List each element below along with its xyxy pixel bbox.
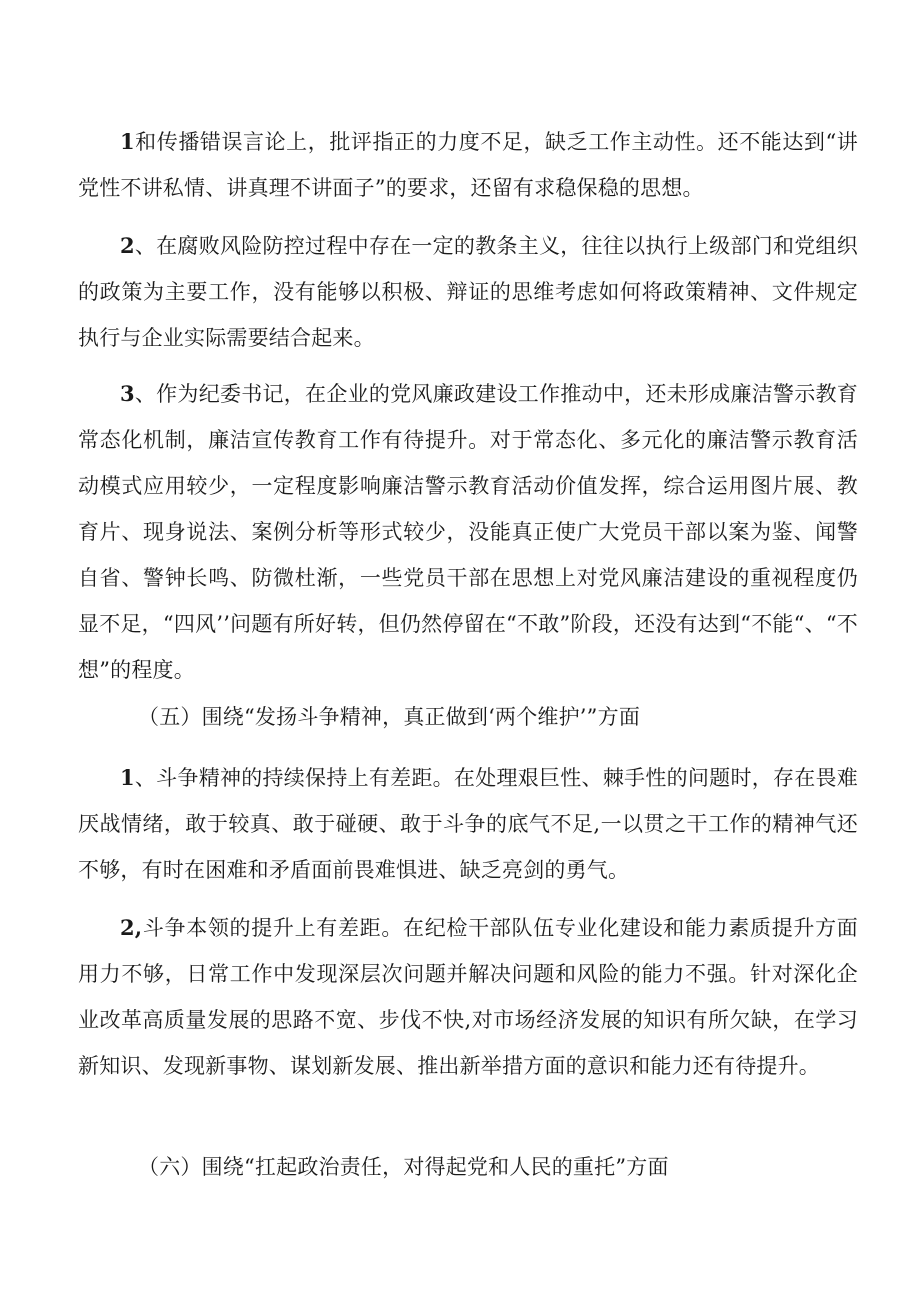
paragraph-5: [78, 905, 858, 1089]
paragraph-number: 1: [120, 129, 135, 154]
paragraph-text: 斗争本领的提升上有差距。在纪检干部队伍专业化建设和能力素质提升方面用力不够，日常工作中发现深层次问题并解决问题和风险的能力不强。针对深化企业改革高质量发展的思路不宽、步伐不快,对市场经济发展的知识有所欠缺，在学习新知识、发现新事物、谋划新发展、推出新举措方面的意识和能力还有待提升。: [78, 916, 858, 1078]
paragraph-2: [78, 223, 858, 361]
paragraph-number: 2: [120, 233, 135, 258]
paragraph-number: 3: [120, 381, 135, 406]
paragraph-text: 、斗争精神的持续保持上有差距。在处理艰巨性、棘手性的问题时，存在畏难厌战情绪，敢于较真、敢于碰硬、敢于斗争的底气不足,一以贯之干工作的精神气还不够，有时在困难和矛盾面前畏难惧进、缺乏亮剑的勇气。: [78, 766, 858, 882]
paragraph-number: 1: [120, 765, 135, 790]
section-heading-6: （六）围绕“扛起政治责任，对得起党和人民的重托”方面: [138, 1155, 669, 1179]
paragraph-text: 、在腐败风险防控过程中存在一定的教条主义，往往以执行上级部门和党组织的政策为主要工作，没有能够以积极、辩证的思维考虑如何将政策精神、文件规定执行与企业实际需要结合起来。: [78, 234, 858, 350]
paragraph-text: 和传播错误言论上，批评指正的力度不足，缺乏工作主动性。还不能达到“讲党性不讲私情、讲真理不讲面子”的要求，还留有求稳保稳的思想。: [78, 130, 858, 200]
paragraph-1: [78, 119, 858, 211]
paragraph-text: 、作为纪委书记，在企业的党风廉政建设工作推动中，还未形成廉洁警示教育常态化机制，廉洁宣传教育工作有待提升。对于常态化、多元化的廉洁警示教育活动模式应用较少，一定程度影响廉洁警示教育活动价值发挥，综合运用图片展、教育片、现身说法、案例分析等形式较少，没能真正使广大党员干部以案为鉴、闻警自省、警钟长鸣、防微杜渐，一些党员干部在思想上对党风廉洁建设的重视程度仍显不足，“四风’’问题有所好转，但仍然停留在“不敢”阶段，还没有达到“不能“、“不想”的程度。: [78, 382, 858, 682]
paragraph-4: [78, 755, 858, 893]
paragraph-3: [78, 371, 858, 693]
section-heading-5: （五）围绕“发扬斗争精神，真正做到‘两个维护’”方面: [138, 705, 641, 729]
paragraph-number: 2,: [120, 915, 143, 940]
